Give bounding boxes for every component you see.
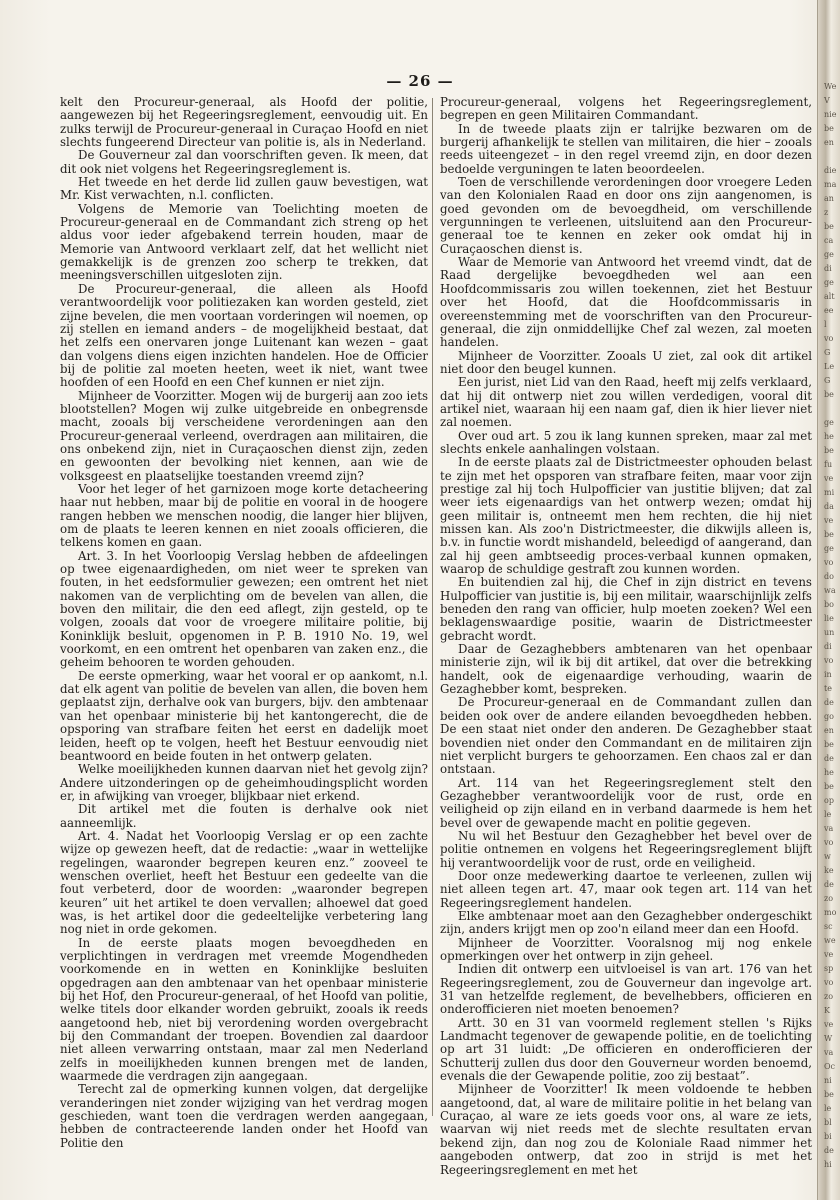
left-column-paragraph: Art. 3. In het Voorloopig Verslag hebben de afdeelingen op twee eigenaardigheden, om niet weer te spreken van fouten, in het eedsformulier gewezen; een omtrent het niet nakomen van de verplichting om de bevelen van allen, die boven den militair, die den eed aflegt, zijn gesteld, op te volgen, zooals dat voor de vroegere militaire politie, bij Koninklijk besluit, opgenomen in P. B. 1910 No. 19, wel voorkomt, en een omtrent het openbaren van zaken enz., die geheim behooren te worden gehouden. <box>60 548 428 670</box>
left-column-paragraph: Terecht zal de opmerking kunnen volgen, dat dergelijke veranderingen niet zonder wijziging van het verdrag mogen geschieden, want toen die verdragen werden aangegaan, hebben de contracteerende landen onder het Hoofd van Politie den <box>60 1082 428 1150</box>
adjacent-page-text: We V nie be en die ma an z be ca ge di ge alt ee l vo G Le G be ge he be fu ve mi da ve be ge vo do wa bo lie un di vo in te de go en be de he be op le va vo w ke de zo mo sc we ve sp vo zo K ve W va Oc ni be le bl bi de hi <box>824 82 837 1169</box>
right-column-paragraph: Procureur-generaal, volgens het Regeeringsreglement, begrepen en geen Militairen Commandant. <box>440 95 812 123</box>
right-column-paragraph: Nu wil het Bestuur den Gezaghebber het bevel over de politie ontnemen en volgens het Regeeringsreglement blijft hij verantwoordelijk voor de rust, orde en veiligheid. <box>440 828 812 870</box>
left-column-paragraph: Het tweede en het derde lid zullen gauw bevestigen, wat Mr. Kist verwachten, n.l. conflicten. <box>60 175 428 203</box>
right-column-paragraph: Mijnheer de Voorzitter! Ik meen voldoende te hebben aangetoond, dat, al ware de militaire politie in het belang van Curaçao, al ware ze iets goeds voor ons, al ware ze iets, waarvan wij niet reeds met de slechte resultaten ervan bekend zijn, dan nog zou de Koloniale Raad nimmer het aangeboden ontwerp, dat zoo in strijd is met het Regeeringsreglement en met het <box>440 1082 812 1177</box>
left-column-paragraph: kelt den Procureur-generaal, als Hoofd der politie, aangewezen bij het Regeeringsreglement, eenvoudig uit. En zulks terwijl de Procureur-generaal in Curaçao Hoofd en niet slechts fungeerend Directeur van politie is, als in Nederland. <box>60 95 428 150</box>
left-column <box>60 95 428 1150</box>
left-column-paragraph: Mijnheer de Voorzitter. Mogen wij de burgerij aan zoo iets blootstellen? Mogen wij zulke uitgebreide en onbegrensde macht, zooals bij verscheidene verordeningen aan den Procureur-generaal verleend, overdragen aan militairen, die ons onbekend zijn, niet in Curaçaoschen dienst zijn, zeden en gewoonten der bevolking niet kennen, aan wie de volksgeest en plaatselijke toestanden vreemd zijn? <box>60 388 428 483</box>
right-column-paragraph: Art. 114 van het Regeeringsreglement stelt den Gezaghebber verantwoordelijk voor de rust, orde en veiligheid op zijn eiland en in verband daarmede is hem het bevel over de gewapende macht en politie gegeven. <box>440 775 812 830</box>
right-column-paragraph: Waar de Memorie van Antwoord het vreemd vindt, dat de Raad dergelijke bevoegdheden wel aan een Hoofdcommissaris zou willen toekennen, ziet het Bestuur over het Hoofd, dat die Hoofdcommissaris in overeenstemming met de voorschriften van den Procureur-generaal, die zijn onmiddellijke Chef zal wezen, zal moeten handelen. <box>440 255 812 350</box>
left-column-paragraph: Volgens de Memorie van Toelichting moeten de Procureur-generaal en de Commandant zich streng op het aldus voor ieder afgebakend terrein houden, maar de Memorie van Antwoord verklaart zelf, dat het wellicht niet gemakkelijk is de grenzen zoo scherp te trekken, dat meeningsverschillen uitgesloten zijn. <box>60 201 428 283</box>
left-column-paragraph: Welke moeilijkheden kunnen daarvan niet het gevolg zijn? Andere uitzonderingen op de geheimhoudingsplicht worden er, in afwijking van vroeger, blijkbaar niet erkend. <box>60 762 428 803</box>
right-column-paragraph: In de eerste plaats zal de Districtmeester ophouden belast te zijn met het opsporen van strafbare feiten, maar voor zijn prestige zal hij toch Hulpofficier van justitie blijven; dat zal weer iets eigenaardigs van het ontwerp wezen; omdat hij geen militair is, ontneemt men hem rechten, die hij niet missen kan. Als zoo'n Districtmeester, die dikwijls alleen is, b.v. in functie wordt mishandeld, beleedigd of aangerand, dan zal hij geen ambtseedig proces-verbaal kunnen opmaken, waarop de schuldige gestraft zou kunnen worden. <box>440 455 812 577</box>
left-column-paragraph: Art. 4. Nadat het Voorloopig Verslag er op een zachte wijze op gewezen heeft, dat de redactie: „waar in wettelijke regelingen, waaronder begrepen keuren enz.” zooveel te wenschen overliet, heeft het Bestuur een gedeelte van die fout verbeterd, door de woorden: „waaronder begrepen keuren” uit het artikel te doen vervallen; alhoewel dat goed was, is het artikel door die gedeeltelijke verbetering lang nog niet in orde gekomen. <box>60 828 428 937</box>
right-column-paragraph: Over oud art. 5 zou ik lang kunnen spreken, maar zal met slechts enkele aanhalingen volstaan. <box>440 428 812 456</box>
left-column-paragraph: In de eerste plaats mogen bevoegdheden en verplichtingen in verdragen met vreemde Mogendheden voorkomende en in wetten en Koninklijke besluiten opgedragen aan den ambtenaar van het openbaar ministerie bij het Hof, den Procureur-generaal, of het Hoofd van politie, welke titels door elkander worden gebruikt, zooals ik reeds aangetoond heb, niet bij verordening worden overgebracht bij den Commandant der troepen. Bovendien zal daardoor niet alleen verwarring ontstaan, maar zal men Nederland zelfs in moeilijkheden kunnen brengen met de landen, waarmede die verdragen zijn aangegaan. <box>60 935 428 1084</box>
right-column-paragraph: Indien dit ontwerp een uitvloeisel is van art. 176 van het Regeeringsreglement, zou de Gouverneur dan ingevolge art. 31 van hetzelfde reglement, de bevelhebbers, officieren en onderofficieren niet moeten benoemen? <box>440 962 812 1017</box>
right-column-paragraph: Daar de Gezaghebbers ambtenaren van het openbaar ministerie zijn, wil ik bij dit artikel, dat over die betrekking handelt, ook de eigenaardige verhouding, waarin de Gezaghebber komt, bespreken. <box>440 642 812 697</box>
left-column-paragraph: De eerste opmerking, waar het vooral er op aankomt, n.l. dat elk agent van politie de bevelen van allen, die boven hem geplaatst zijn, derhalve ook van burgers, bijv. den ambtenaar van het openbaar ministerie bij het kantongerecht, die de opsporing van strafbare feiten het eerst en dadelijk moet leiden, heeft op te volgen, heeft het Bestuur eenvoudig niet beantwoord en beide fouten in het ontwerp gelaten. <box>60 668 428 763</box>
page-number: — 26 — <box>386 72 454 90</box>
right-column-paragraph: De Procureur-generaal en de Commandant zullen dan beiden ook over de andere eilanden bevoegdheden hebben. De een staat niet onder den anderen. De Gezaghebber staat bovendien niet onder den Commandant en de militairen zijn niet verplicht burgers te gehoorzamen. Een chaos zal er dan ontstaan. <box>440 695 812 777</box>
right-column-paragraph: Toen de verschillende verordeningen door vroegere Leden van den Kolonialen Raad en door ons zijn aangenomen, is goed gevonden om de bevoegdheid, om verschillende vergunningen te verleenen, uitsluitend aan den Procureur-generaal toe te kennen en zeker ook omdat hij in Curaçaoschen dienst is. <box>440 175 812 256</box>
right-column-paragraph: Een jurist, niet Lid van den Raad, heeft mij zelfs verklaard, dat hij dit ontwerp niet zou willen verdedigen, vooral dit artikel niet, waaraan hij een naam gaf, dien ik hier liever niet zal noemen. <box>440 375 812 430</box>
right-column-paragraph: Mijnheer de Voorzitter. Vooralsnog mij nog enkele opmerkingen over het ontwerp in zijn geheel. <box>440 935 812 963</box>
left-column-paragraph: Dit artikel met die fouten is derhalve ook niet aanneemlijk. <box>60 802 428 830</box>
right-column-paragraph: Door onze medewerking daartoe te verleenen, zullen wij niet alleen tegen art. 47, maar ook tegen art. 114 van het Regeeringsreglement handelen. <box>440 868 812 910</box>
left-column-paragraph: Voor het leger of het garnizoen moge korte detacheering haar nut hebben, maar bij de politie en vooral in de hoogere rangen hebben we menschen noodig, die langer hier blijven, om de plaats te leeren kennen en niet zooals officieren, die telkens komen en gaan. <box>60 481 428 550</box>
binding-spine <box>817 0 840 1200</box>
right-column-paragraph: Mijnheer de Voorzitter. Zooals U ziet, zal ook dit artikel niet door den beugel kunnen. <box>440 348 812 376</box>
right-column-paragraph: Artt. 30 en 31 van voormeld reglement stellen 's Rijks Landmacht tegenover de gewapende politie, en de toelichting op art 31 luidt: „De officieren en onderofficieren der Schutterij zullen dus door den Gouverneur worden benoemd, evenals die der Gewapende politie, zoo zij bestaat”. <box>440 1015 812 1084</box>
right-column <box>440 95 812 1177</box>
left-column-paragraph: De Procureur-generaal, die alleen als Hoofd verantwoordelijk voor politiezaken kan worden gesteld, ziet zijne bevelen, die men voortaan vorderingen wil noemen, op zij stellen en iemand anders – de mogelijkheid bestaat, dat het zelfs een onervaren jonge Luitenant kan wezen – gaat dan volgens diens eigen inzichten handelen. Hoe de Officier bij de politie zal moeten heeten, weet ik niet, want twee hoofden of een Hoofd en een Chef kunnen er niet zijn. <box>60 281 428 390</box>
right-column-paragraph: Elke ambtenaar moet aan den Gezaghebber ondergeschikt zijn, anders krijgt men op zoo'n eiland meer dan een Hoofd. <box>440 908 812 937</box>
column-divider <box>432 98 433 1116</box>
right-column-paragraph: En buitendien zal hij, die Chef in zijn district en tevens Hulpofficier van justitie is, bij een militair, waarschijnlijk zelfs beneden den rang van officier, hulp moeten zoeken? Wel een beklagenswaardige positie, waarin de Districtmeester gebracht wordt. <box>440 575 812 643</box>
left-column-paragraph: De Gouverneur zal dan voorschriften geven. Ik meen, dat dit ook niet volgens het Regeeringsreglement is. <box>60 148 428 176</box>
right-column-paragraph: In de tweede plaats zijn er talrijke bezwaren om de burgerij afhankelijk te stellen van militairen, die hier – zooals reeds uiteengezet – in den regel vreemd zijn, en door dezen bedoelde verguningen te laten beoordeelen. <box>440 121 812 176</box>
